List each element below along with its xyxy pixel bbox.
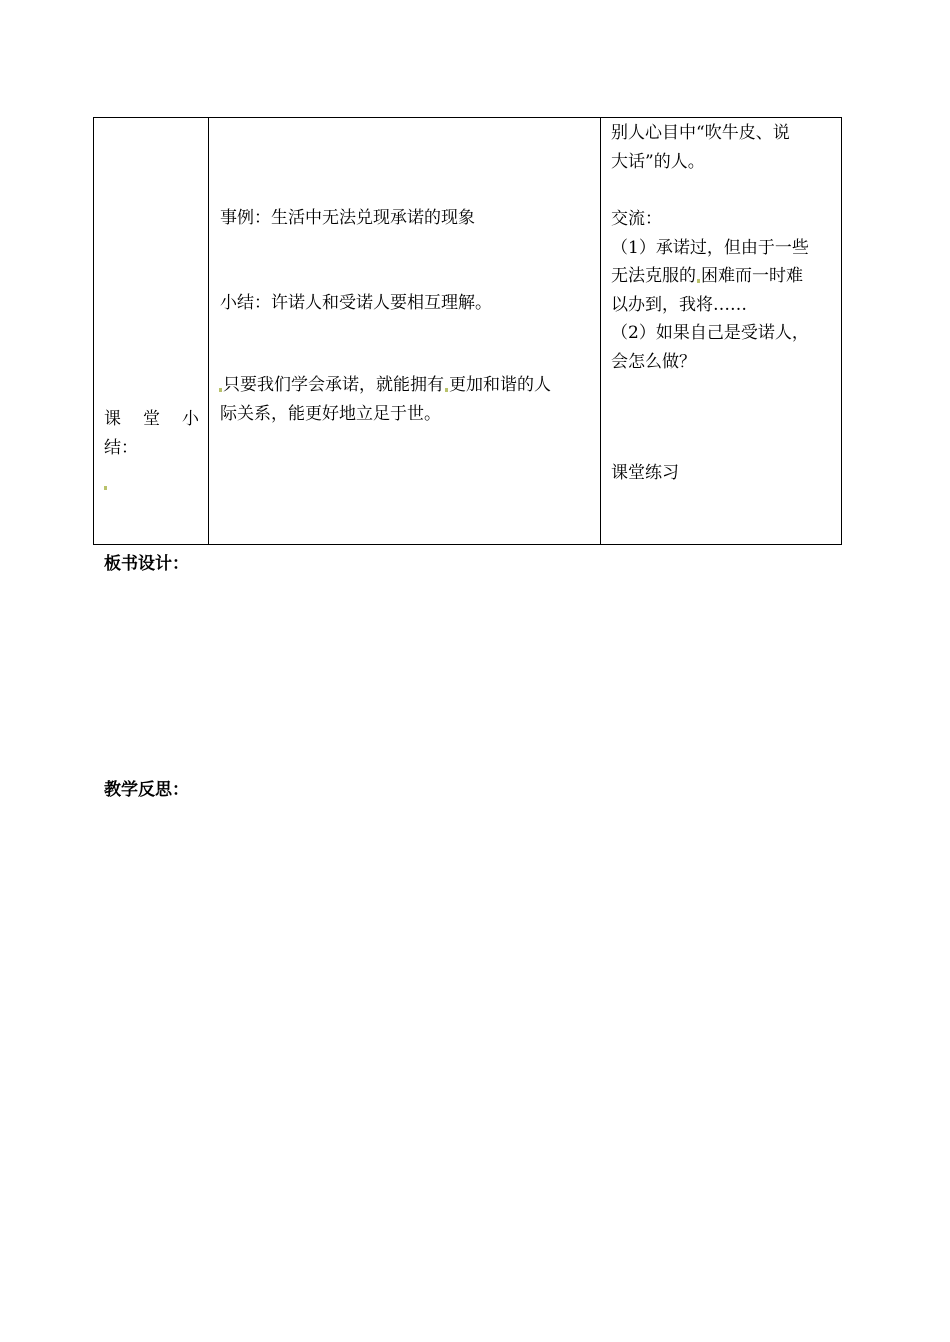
summary-label-char: 堂 <box>143 409 160 429</box>
example-text: 事例：生活中无法兑现承诺的现象 <box>220 208 475 228</box>
exchange-item: 以办到，我将…… <box>611 294 747 315</box>
closing-text-line: 际关系，能更好地立足于世。 <box>220 403 441 424</box>
summary-label-tail: 结： <box>104 437 138 458</box>
activity-intro <box>611 119 790 176</box>
exchange-block <box>611 205 809 376</box>
exchange-item: （1）承诺过，但由于一些 <box>611 237 809 258</box>
exchange-item: 会怎么做？ <box>611 351 696 372</box>
activity-line: 大话”的人。 <box>611 151 705 172</box>
closing-text <box>218 371 551 428</box>
exchange-heading: 交流： <box>611 209 662 229</box>
board-design-label: 板书设计： <box>104 554 189 574</box>
lesson-table <box>93 117 842 545</box>
closing-text-part: 更加和谐的人 <box>449 375 551 395</box>
activity-line: 别人心目中“吹牛皮、说 <box>611 123 790 143</box>
practice-text: 课堂练习 <box>611 463 679 483</box>
table-cell-content <box>209 118 601 545</box>
summary-label-char: 课 <box>104 409 121 429</box>
marker-dot <box>104 486 107 490</box>
table-cell-activity <box>601 118 842 545</box>
table-cell-label <box>94 118 209 545</box>
exchange-item-part: 困难而一时难 <box>701 266 803 286</box>
summary-label <box>104 405 199 462</box>
exchange-item-part: 无法克服的 <box>611 266 696 286</box>
marker-dot <box>445 388 448 392</box>
summary-label-char: 小 <box>182 409 199 429</box>
summary-text: 小结：许诺人和受诺人要相互理解。 <box>220 293 492 313</box>
marker-dot <box>697 279 700 283</box>
exchange-item: （2）如果自己是受诺人， <box>611 323 809 343</box>
closing-text-part: 只要我们学会承诺，就能拥有 <box>223 375 444 395</box>
marker-dot <box>219 388 222 392</box>
reflection-label: 教学反思： <box>104 780 189 800</box>
